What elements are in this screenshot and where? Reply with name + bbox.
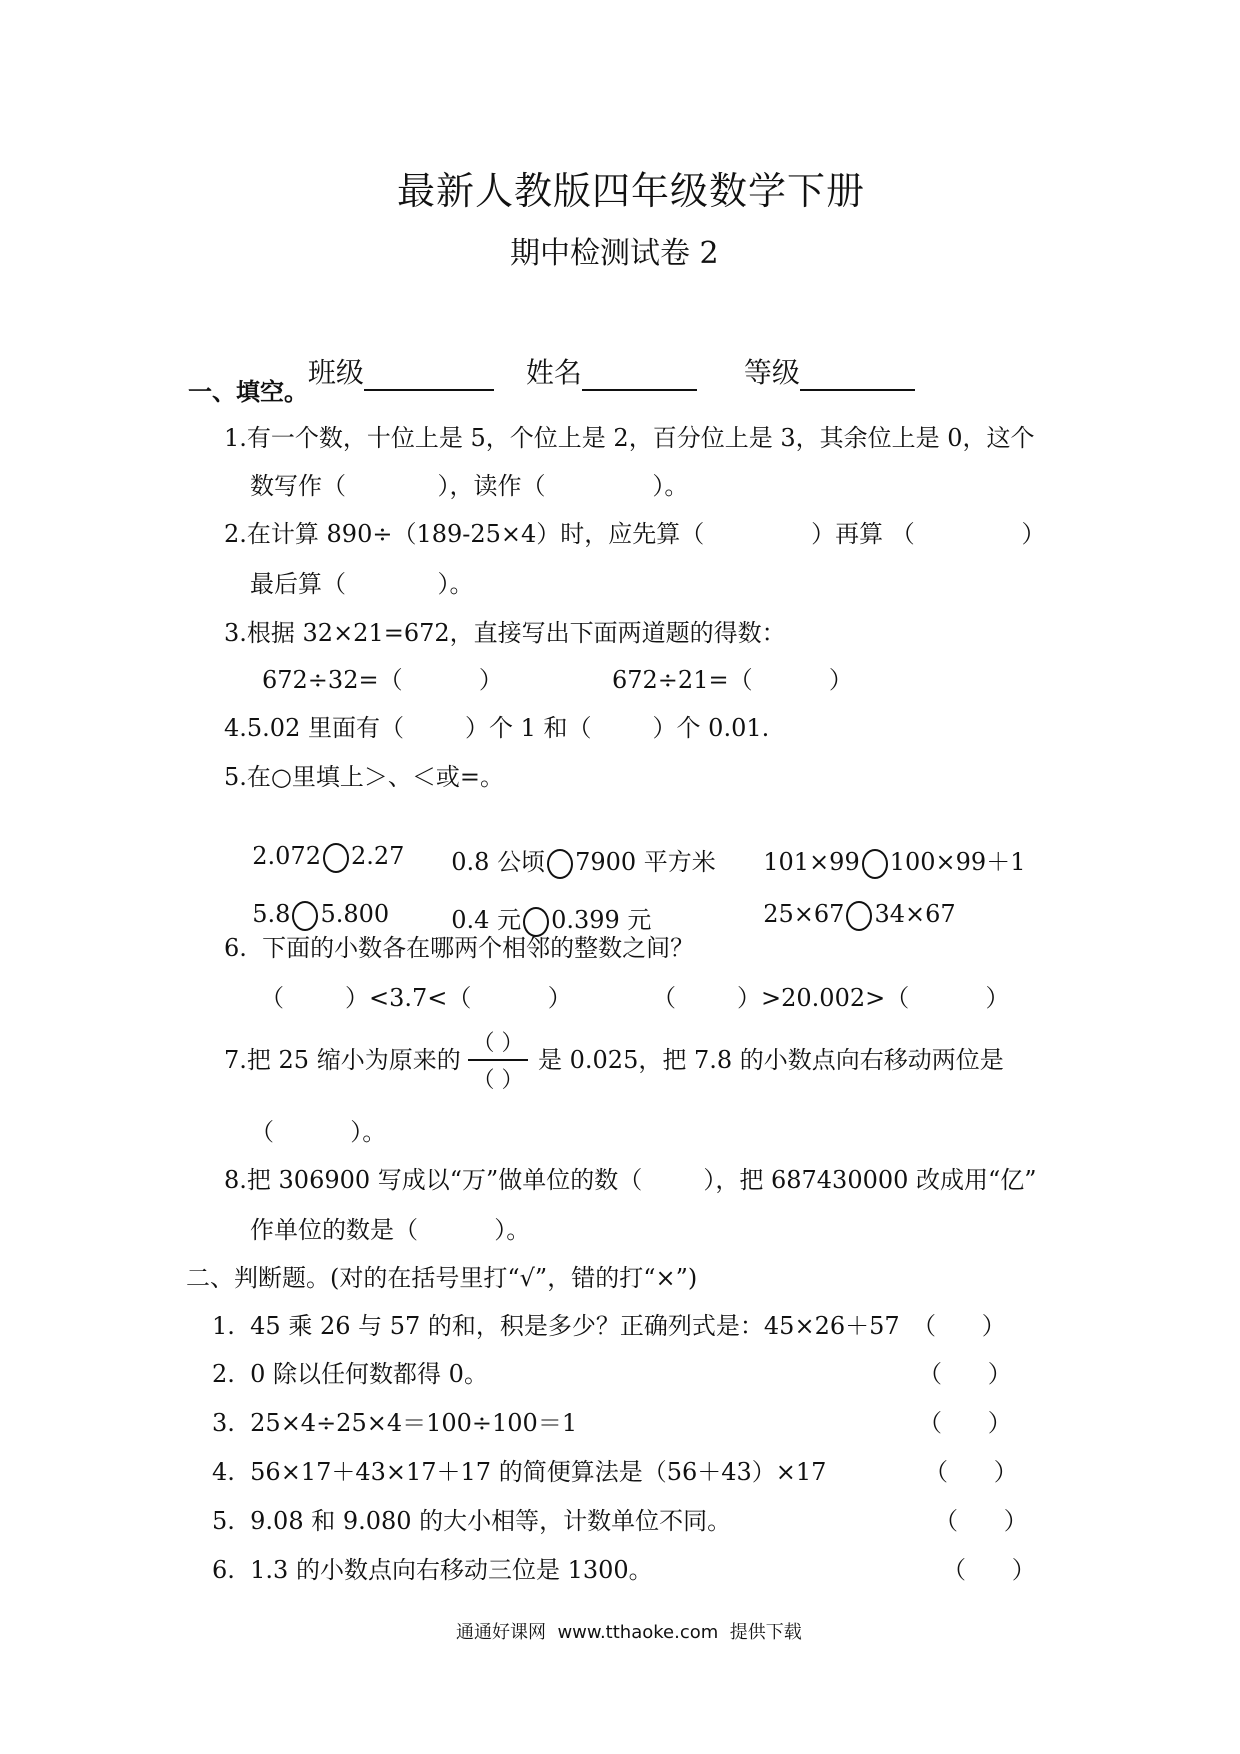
compare-circle[interactable] [323,843,349,873]
name-field [508,318,697,391]
name-blank[interactable] [582,359,697,391]
q1-line2: 数写作（ ），读作（ ）。 [250,472,689,500]
class-label: 班级 [307,356,364,389]
judge-paren-2[interactable]: （ ） [918,1360,1012,1388]
judge-item-5: 5. 9.08 和 9.080 的大小相等，计数单位不同。 [212,1507,732,1535]
cmp-3 [748,814,1025,879]
q3-line1: 3.根据 32×21=672，直接写出下面两道题的得数： [224,619,786,647]
class-blank[interactable] [364,359,494,391]
page-subtitle: 期中检测试卷 2 [510,236,719,271]
q2-line1: 2.在计算 890÷（189-25×4）时，应先算（ ）再算 （ ） [224,520,1046,548]
judge-item-1: 1. 45 乘 26 与 57 的和，积是多少？正确列式是：45×26＋57 [212,1312,900,1340]
judge-paren-1[interactable]: （ ） [912,1312,1006,1340]
q4: 4.5.02 里面有（ ）个 1 和（ ）个 0.01. [224,714,770,742]
judge-item-3: 3. 25×4÷25×4＝100÷100＝1 [212,1409,578,1437]
cmp-6 [748,872,956,931]
class-field [290,318,494,391]
q7-pre: 7.把 25 缩小为原来的 [224,1046,461,1074]
section1-heading: 一、填空。 [188,377,308,406]
q6-a: （ ）<3.7<（ ） [260,984,572,1012]
fraction-bar [468,1059,528,1061]
cmp-6-left: 25×67 [763,900,845,928]
cmp-4-left: 5.8 [252,900,291,928]
cmp-2 [436,814,716,879]
cmp-5 [436,872,651,937]
q7-post: 是 0.025，把 7.8 的小数点向右移动两位是 [538,1046,1004,1074]
cmp-1 [237,814,404,873]
q3-a: 672÷32=（ ） [262,666,503,694]
compare-circle[interactable] [292,901,318,931]
compare-circle[interactable] [846,901,872,931]
q5: 5.在○里填上＞、＜或=。 [224,763,504,791]
cmp-5-right: 0.399 元 [551,906,652,934]
q7-fraction [468,1026,528,1094]
q7-frac-den: （ ） [472,1068,524,1093]
cmp-1-right: 2.27 [350,842,405,870]
judge-paren-3[interactable]: （ ） [918,1409,1012,1437]
q7-line2: （ ）。 [250,1118,387,1146]
cmp-5-left: 0.4 元 [451,906,522,934]
q2-line2: 最后算（ ）。 [250,570,474,598]
grade-label: 等级 [743,356,800,389]
cmp-6-right: 34×67 [874,900,956,928]
judge-paren-4[interactable]: （ ） [924,1458,1018,1486]
judge-paren-6[interactable]: （ ） [942,1556,1036,1584]
cmp-1-left: 2.072 [252,842,321,870]
judge-item-2: 2. 0 除以任何数都得 0。 [212,1360,488,1388]
q6-line1: 6. 下面的小数各在哪两个相邻的整数之间？ [224,934,695,962]
cmp-2-left: 0.8 公顷 [451,848,546,876]
footer-text: 通通好课网 www.tthaoke.com 提供下载 [456,1622,802,1643]
q1-line1: 1.有一个数，十位上是 5，个位上是 2，百分位上是 3，其余位上是 0，这个 [224,424,1035,452]
judge-item-4: 4. 56×17＋43×17＋17 的简便算法是（56＋43）×17 [212,1458,827,1486]
q8-line1: 8.把 306900 写成以“万”做单位的数（ ），把 687430000 改成用“亿” [224,1166,1037,1194]
grade-blank[interactable] [800,359,915,391]
q8-line2: 作单位的数是（ ）。 [250,1216,531,1244]
q7-frac-num: （ ） [472,1031,524,1056]
cmp-3-right: 100×99＋1 [889,848,1026,876]
grade-field [726,318,915,391]
cmp-4-right: 5.800 [320,900,390,928]
q3-b: 672÷21=（ ） [612,666,853,694]
cmp-2-right: 7900 平方米 [575,848,716,876]
page-title: 最新人教版四年级数学下册 [397,169,866,213]
judge-paren-5[interactable]: （ ） [934,1507,1028,1535]
name-label: 姓名 [525,356,582,389]
q6-b: （ ）>20.002>（ ） [652,984,1010,1012]
cmp-4 [237,872,389,931]
judge-item-6: 6. 1.3 的小数点向右移动三位是 1300。 [212,1556,653,1584]
cmp-3-left: 101×99 [763,848,860,876]
section2-heading: 二、判断题。(对的在括号里打“√”，错的打“×”) [186,1264,698,1292]
